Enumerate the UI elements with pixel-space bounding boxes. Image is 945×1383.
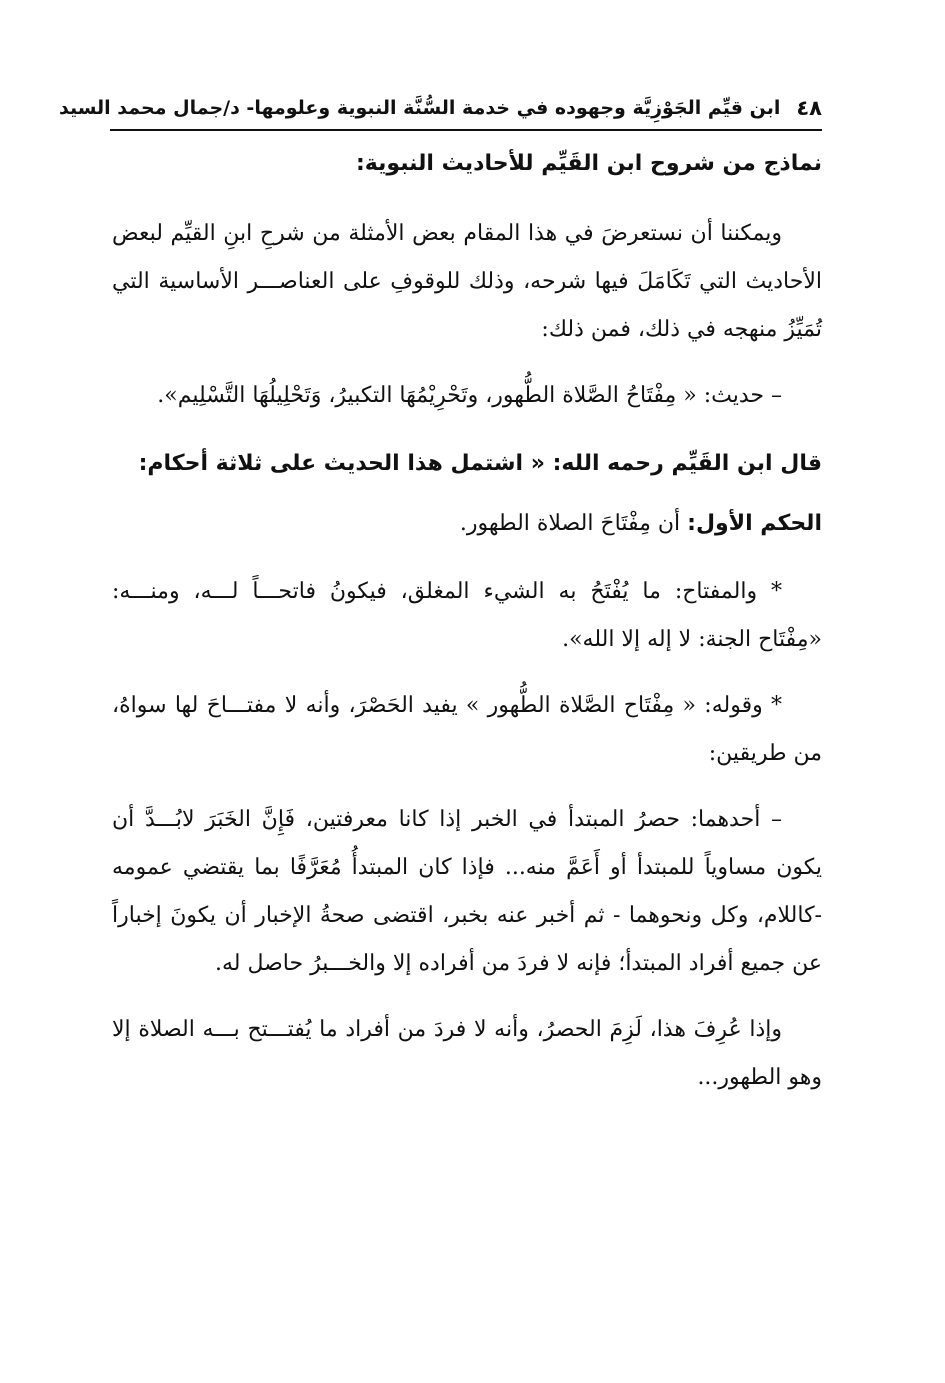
ruling-text: أن مِفْتَاحَ الصلاة الطهور.	[459, 511, 688, 536]
hadith-paragraph: – حديث: « مِفْتَاحُ الصَّلاة الطُّهور، وتَحْرِيْمُهَا التكبيرُ، وَتَحْلِيلُهَا التَّسْلِيم».	[157, 383, 782, 408]
intro-paragraph: ويمكننا أن نستعرضَ في هذا المقام بعض الأمثلة من شرحِ ابنِ القيِّم لبعض الأحاديث التي تَكَامَلَ فيها شرحه، وذلك للوقوفِ على العناصـــر الأساسية التي تُمَيِّزُ منهجه في ذلك، فمن ذلك:	[112, 221, 822, 342]
miftah-paragraph: * والمفتاح: ما يُفْتَحُ به الشيء المغلق، فيكونُ فاتحـــاً لـــه، ومنـــه: «مِفْتَاح الجنة: لا إله إلا الله».	[112, 579, 822, 652]
ahaduhuma-paragraph: – أحدهما: حصرُ المبتدأ في الخبر إذا كانا معرفتين، فَإِنَّ الخَبَرَ لابُـــدَّ أن يكون مساوياً للمبتدأ أو أَعَمَّ منه... فإذا كان المبتدأُ مُعَرَّفًا بما يقتضي عمومه -كاللام، وكل ونحوهما - ثم أخبر عنه بخبر، اقتضى صحةُ الإخبار أن يكونَ إخباراً عن جميع أفراد المبتدأ؛ فإنه لا فردَ من أفراده إلا والخـــبرُ حاصل له.	[112, 807, 822, 976]
running-title: ابن قيِّم الجَوْزِيَّة وجهوده في خدمة السُّنَّة النبوية وعلومها- د/جمال محمد السيد	[58, 97, 781, 119]
section-title: نماذج من شروح ابن القَيِّم للأحاديث النبوية:	[356, 151, 822, 176]
conclusion-paragraph: وإذا عُرِفَ هذا، لَزِمَ الحصرُ، وأنه لا فردَ من أفراد ما يُفتـــتح بـــه الصلاة إلا وهو الطهور...	[112, 1017, 822, 1090]
first-ruling	[112, 500, 822, 548]
quote-heading: قال ابن القَيِّم رحمه الله: « اشتمل هذا الحديث على ثلاثة أحكام:	[138, 451, 822, 476]
page-number: ٤٨	[796, 96, 822, 120]
running-header	[58, 90, 822, 126]
ruling-label: الحكم الأول:	[687, 511, 822, 536]
qawluhu-paragraph: * وقوله: « مِفْتَاح الصَّلاة الطُّهور » يفيد الحَصْرَ، وأنه لا مفتـــاحَ لها سواهُ، من طريقين:	[112, 693, 822, 766]
page-body	[112, 138, 822, 1120]
header-divider	[110, 129, 822, 131]
